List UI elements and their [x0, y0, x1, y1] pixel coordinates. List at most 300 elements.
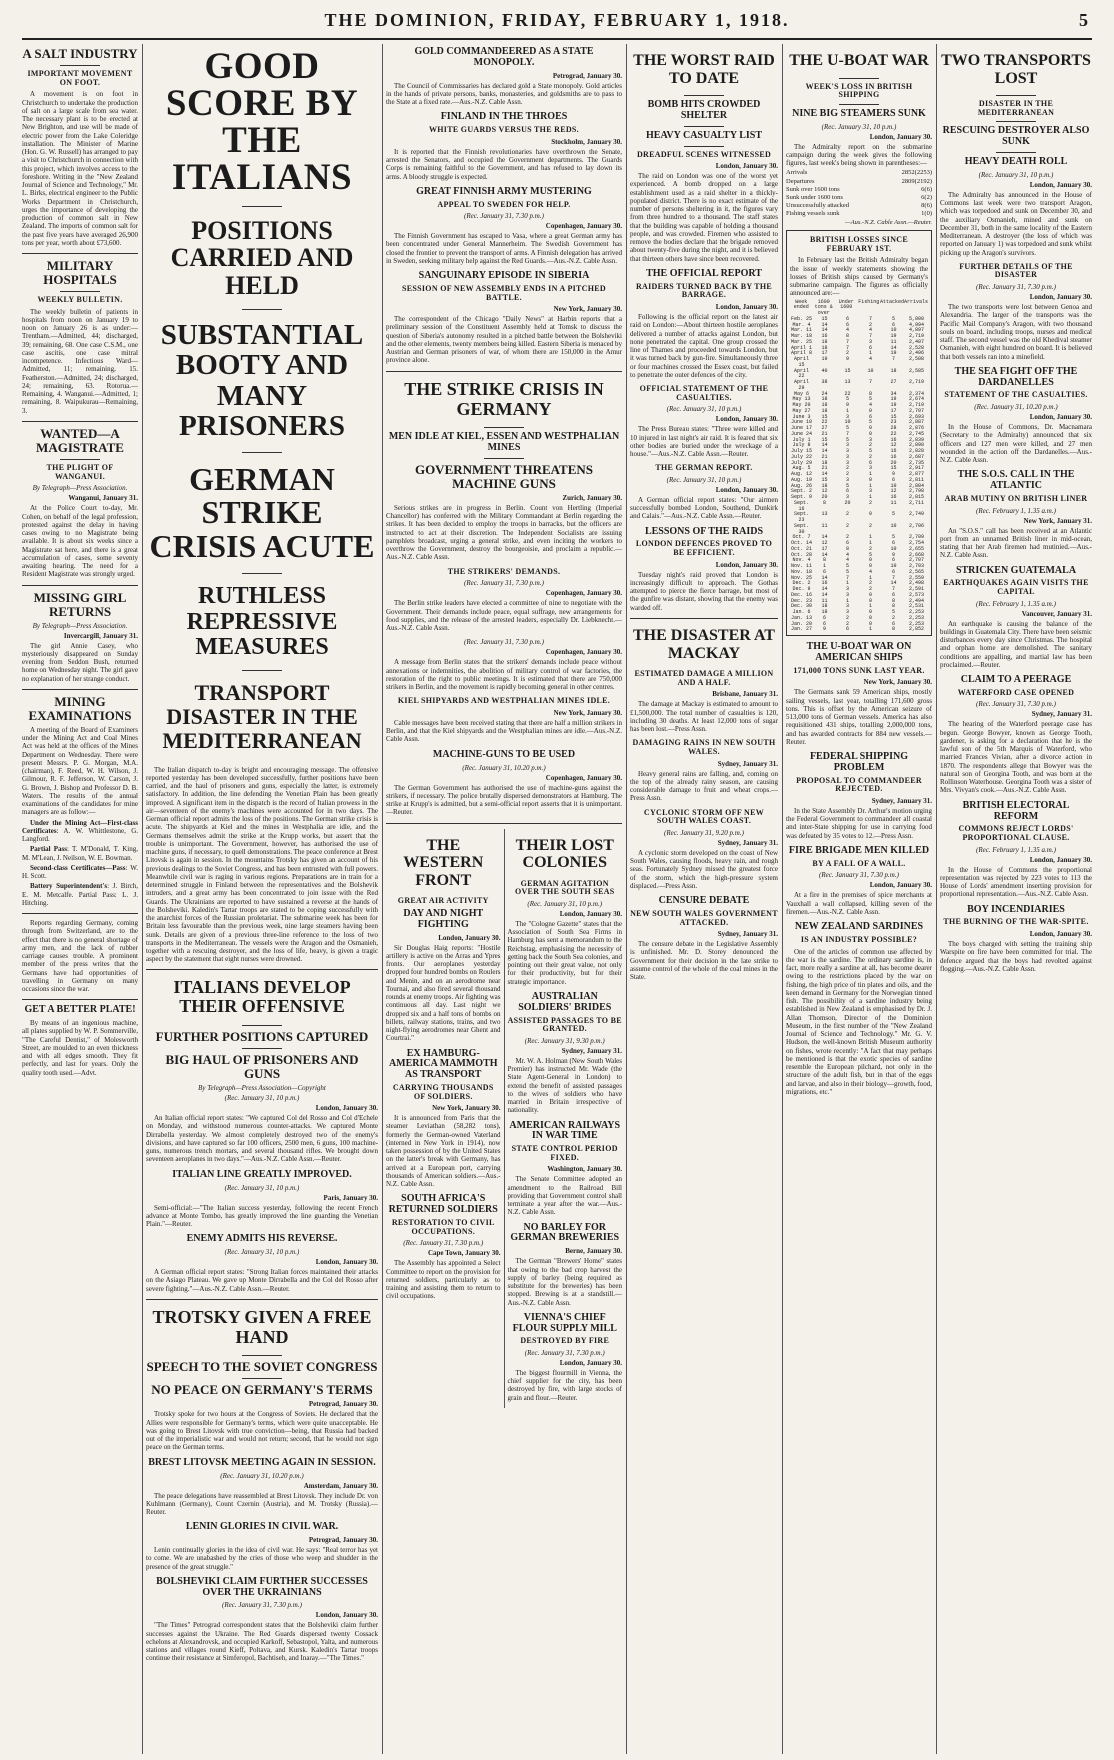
dateline: Stockholm, January 30. — [551, 137, 622, 146]
article-body: Reports regarding Germany, coming through from Switzerland, are to the effect that there is no general shortage of army men, and the lack of rubber carriage causes trouble. A prominent member of the press writes that the Germans have had opportunities of travelling in Germany on many occasions since the war. — [22, 919, 138, 994]
headline: OFFICIAL STATEMENT OF THE CASUALTIES. — [639, 384, 769, 402]
table-cell: 0 — [868, 511, 872, 518]
table-cell: July 22 — [790, 453, 812, 460]
column-3a — [386, 829, 505, 1408]
table-cell: 2,877 — [908, 471, 924, 478]
article-magistrate — [22, 427, 138, 579]
dateline: London, January 30. — [869, 132, 932, 141]
divider — [242, 1048, 282, 1049]
table-cell: 0 — [868, 563, 872, 570]
table-cell: 2,828 — [908, 448, 924, 455]
received-line: (Rec. January 31, 10.20 p.m.) — [462, 763, 546, 772]
article-sardines — [786, 922, 932, 1096]
dateline: London, January 30. — [715, 415, 778, 424]
headline-deck-2: POSITIONS CARRIED AND HELD — [170, 216, 354, 300]
article-body: The peace delegations have reassembled at Brest Litovsk. They include Dr. von Kuhlmann (Germany), Count Czernin (Austria), and M. Trotsky (Russia).—Reuter. — [146, 1491, 378, 1517]
article-federal-shipping — [786, 752, 932, 840]
table-cell: Dec. 16 — [790, 591, 812, 598]
table-cell: 2,407 — [908, 338, 924, 345]
subheadline: SESSION OF NEW ASSEMBLY ENDS IN A PITCHED BATTLE. — [402, 283, 606, 302]
headline: BREST LITOVSK MEETING AGAIN IN SESSION. — [148, 1456, 376, 1468]
article-body: A German official report states: "Strong Italian forces maintained their attacks on the Asiago Plateau. We gave up Monte Dirrabella and the Col del Rosso after severe fighting."—Aus.-N.Z. Cable Assn.—Reuter. — [146, 1268, 378, 1293]
table-cell: 5 — [868, 448, 872, 455]
received-line: (Rec. January 31, 10 p.m.) — [224, 1248, 300, 1257]
headline: LENIN GLORIES IN CIVIL WAR. — [185, 1521, 339, 1533]
subheadline: STATEMENT OF THE CASUALTIES. — [944, 390, 1088, 400]
divider — [484, 427, 524, 428]
subheadline: RESCUING DESTROYER ALSO SUNK — [942, 125, 1090, 148]
headline: THE U-BOAT WAR ON AMERICAN SHIPS — [806, 641, 912, 663]
table-cell: 8 — [891, 603, 895, 610]
table-cell: 21 — [821, 465, 828, 472]
article-body: Following is the official report on the latest air raid on London:—About thirteen hostile aeroplanes delivered a number of attacks against London, but none penetrated the capital. One group crossed the line of Thames and proceeded towards London, but it was turned back by gun-fire. Simultaneously three or four machines crossed the Essex coast, but failed to penetrate the outer defences of the city. — [630, 313, 778, 379]
dateline: London, January 30. — [715, 485, 778, 494]
column-rule — [782, 44, 783, 1754]
received-line: (Rec. January 31, 7.30 p.m.) — [524, 1348, 605, 1357]
table-cell: 2,707 — [908, 557, 924, 564]
divider — [242, 573, 282, 574]
table-cell: 15 — [821, 436, 828, 443]
divider — [839, 78, 879, 79]
table-cell: 8 — [891, 597, 895, 604]
column-6 — [940, 44, 1092, 1754]
received-line: (Rec. January 31, 10 p.m.) — [978, 170, 1054, 179]
received-line: (Rec. January 31, 10 p.m.) — [527, 899, 603, 908]
headline: GET A BETTER PLATE! — [24, 1004, 136, 1016]
column-3 — [386, 44, 622, 1754]
table-cell: 0 — [868, 591, 872, 598]
divider — [684, 95, 724, 96]
dateline: Sydney, January 31. — [871, 796, 932, 805]
table-cell: Feb. 25 — [790, 315, 812, 322]
table-cell: 20 — [844, 499, 851, 506]
table-cell: 21 — [821, 430, 828, 437]
table-cell: Nov. 4 — [792, 557, 811, 564]
headline-deck-4: GERMAN STRIKE CRISIS ACUTE — [149, 460, 375, 564]
table-cell: 4 — [845, 557, 849, 564]
article-body: An "S.O.S." call has been received at an Atlantic port from an unnamed British liner in mid-ocean, stating that her Arab firemen had mutinied.—Aus.-N.Z. Cable Assn. — [940, 526, 1092, 560]
article-body: The two transports were lost between Genoa and Alexandria. The larger of the transports was the Pacific Mail Company's Aragon, with two thousand souls on board, including troops, nurses and medical staff. The second vessel was the old Khedival steamer Osmanieh, with eight hundred on board. It is believed that both vessels ran into a minefield. — [940, 303, 1092, 361]
divider — [242, 670, 282, 671]
table-cell: 6 — [891, 620, 895, 627]
headline: ENEMY ADMITS HIS REVERSE. — [186, 1233, 338, 1245]
table-cell: 3 — [845, 603, 849, 610]
table-cell: 17 — [890, 407, 897, 414]
headline: FEDERAL SHIPPING PROBLEM — [809, 751, 909, 773]
divider — [242, 1355, 282, 1356]
article-sos-call — [940, 470, 1092, 559]
table-cell: 7 — [868, 315, 872, 322]
table-row — [790, 627, 928, 633]
table-cell: 2 — [845, 534, 849, 541]
table-cell: 15 — [844, 367, 851, 374]
subheadline: APPEAL TO SWEDEN FOR HELP. — [437, 199, 571, 209]
table-cell: 14 — [821, 574, 828, 581]
table-cell: 12 — [890, 442, 897, 449]
article-body: The boys charged with setting the training ship Warspite on fire have been committed for trial. The defence argued that the boys had revolted against flogging.—Aus.-N.Z. Cable Assn. — [940, 940, 1092, 973]
article-official-report — [630, 269, 778, 379]
table-cell: 19 — [890, 350, 897, 357]
subheadline: ASSISTED PASSAGES TO BE GRANTED. — [507, 1015, 622, 1034]
article-machine-guns — [386, 750, 622, 817]
table-cell: 6 — [891, 557, 895, 564]
table-cell: 1 — [868, 350, 872, 357]
headline: GREAT FINNISH ARMY MUSTERING — [416, 185, 592, 197]
table-cell: 2,917 — [908, 465, 924, 472]
dateline: Copenhagen, January 30. — [545, 222, 622, 231]
divider — [60, 65, 100, 66]
column-rule — [382, 44, 383, 1754]
table-row: Arrivals 2852 (2253) — [786, 169, 932, 177]
table-cell: 7 — [868, 333, 872, 340]
table-cell: 2 — [868, 442, 872, 449]
divider — [630, 618, 778, 619]
table-cell: 16 — [890, 453, 897, 460]
table-cell: 3 — [845, 591, 849, 598]
divider — [839, 104, 879, 105]
table-cell: 0 — [868, 425, 872, 432]
table-cell: 2 — [845, 522, 849, 529]
received-line: (Rec. January 31, 7.30 p.m.) — [464, 579, 544, 588]
table-cell: 10 — [890, 563, 897, 570]
dateline: Sydney, January 31. — [1031, 710, 1092, 719]
subheadline: MEN IDLE AT KIEL, ESSEN AND WESTPHALIAN MINES — [388, 431, 620, 454]
table-cell: 20 — [890, 459, 897, 466]
table-cell: 15 — [821, 315, 828, 322]
headline: THE WORST RAID TO DATE — [633, 52, 775, 87]
table-cell: 6 — [891, 476, 895, 483]
article-body: A cyclonic storm developed on the coast of New South Wales, causing floods, heavy rain, and rough seas. Fortunately Sydney missed the greatest force of the storm, which the high-pressure system displaced.—Press Assn. — [630, 848, 778, 890]
table-cell: 4 — [868, 327, 872, 334]
table-cell: Mar. 18 — [790, 333, 812, 340]
table-cell: 2,494 — [908, 597, 924, 604]
divider — [242, 309, 282, 310]
dateline: Petrograd, January 30. — [308, 1400, 378, 1409]
table-cell: 15 — [821, 413, 828, 420]
table-cell: 1 — [845, 580, 849, 587]
table-cell: 9 — [845, 356, 849, 363]
table-cell: 7 — [891, 586, 895, 593]
headline: THE OFFICIAL REPORT — [646, 267, 762, 279]
dateline: London, January 30. — [1029, 855, 1092, 864]
article-body: Mr. W. A. Holman (New South Wales Premier) has instructed Mr. Wade (the State Agent-General in London) to extend the benefit of assisted passages to the wives of soldiers who have married in Britain irrespective of nationality. — [507, 1056, 622, 1115]
article-missing-girl — [22, 591, 138, 683]
table-cell: 2,253 — [908, 614, 924, 621]
article-body: The raid on London was one of the worst yet experienced. A bomb dropped on a large establishment used as a raid shelter in a thickly-populated district. There is no exact estimate of the number of persons sheltering in it, the figures vary from three hundred to a thousand. The staff states that the building was capable of holding a thousand people, and was crowded. Firemen who assisted to remove the bodies declare that the brigade removed about twenty-five during the night, and it is believed that thirteen others have since been recovered. — [630, 172, 778, 263]
subheadline: GOVERNMENT THREATENS MACHINE GUNS — [414, 461, 594, 491]
column-5 — [786, 44, 932, 1754]
table-cell: 2,711 — [908, 499, 924, 506]
table-cell: 6 — [845, 321, 849, 328]
table-cell: 2 — [868, 453, 872, 460]
article-body: The girl Annie Casey, who mysteriously disappeared on Sunday evening from Seddon Bush, returned home on Wednesday night. The girl gave no explanation of her strange conduct. — [22, 641, 138, 683]
weekly-losses-box — [786, 230, 932, 636]
table-cell: 2,898 — [908, 442, 924, 449]
table-cell: 8 — [822, 499, 826, 506]
table-cell: 27 — [890, 379, 897, 386]
table-cell: 18 — [821, 338, 828, 345]
article-worst-raid — [630, 52, 778, 263]
box-intro: In February last the British Admiralty began the issue of weekly statements showing the losses of British ships caused by Germany's submarine campaign. The figures as officially announced are:— — [790, 256, 928, 298]
table-cell: 2,253 — [908, 620, 924, 627]
table-cell: 1 — [868, 494, 872, 501]
article-italians-offensive — [146, 978, 378, 1164]
table-cell: 1 — [868, 482, 872, 489]
article-body: It is reported that the Finnish revolutionaries have overthrown the Senate, arrested the Senators, and occupied the Government departments. The Guards Corps is remaining faithful to the Government, and has refused to lay down its arms. A bloody struggle is expected. — [386, 147, 622, 181]
table-row: Sunk under 1600 tons 6 (2) — [786, 193, 932, 201]
table-cell: 8 — [845, 333, 849, 340]
subheadline: WATERFORD CASE OPENED — [957, 687, 1075, 697]
headline: STRICKEN GUATEMALA — [955, 564, 1077, 576]
dateline: Copenhagen, January 30. — [545, 648, 622, 657]
subheadline: PROPOSAL TO COMMANDEER REJECTED. — [796, 775, 922, 794]
table-cell: 6 — [845, 315, 849, 322]
table-cell: 1 — [845, 407, 849, 414]
article-lenin — [146, 1522, 378, 1571]
table-cell: 0 — [868, 557, 872, 564]
dateline: Sydney, January 31. — [561, 1046, 622, 1055]
article-body: By means of an ingenious machine, all plates supplied by W. P. Sommerville, "The Careful Dentist," of Molesworth Street, are moulded to an even thickness and with all edges smooth. They fit perfectly, and last for years. Only the quality tooth used.—Advt. — [22, 1019, 138, 1077]
table-cell: 22 — [890, 430, 897, 437]
table-row: Departures 2809 (2192) — [786, 177, 932, 185]
table-row — [790, 512, 928, 524]
dateline: Sydney, January 31. — [717, 838, 778, 847]
table-cell: 8 — [845, 545, 849, 552]
table-cell: 2 — [845, 471, 849, 478]
table-cell: 2,655 — [908, 545, 924, 552]
article-trotsky — [146, 1308, 378, 1452]
headline: THE STRIKERS' DEMANDS. — [447, 566, 561, 576]
table-cell: 2 — [868, 522, 872, 529]
column-rule — [142, 44, 143, 1754]
table-cell: 3 — [868, 436, 872, 443]
article-dardanelles — [940, 367, 1092, 464]
subheadline: THE PLIGHT OF WANGANUI. — [46, 463, 114, 481]
headline: AMERICAN RAILWAYS IN WAR TIME — [509, 1119, 621, 1142]
headline: THE U-BOAT WAR — [789, 52, 929, 69]
divider — [60, 291, 100, 292]
dateline: London, January 30. — [438, 933, 501, 942]
table-cell: 2,591 — [908, 586, 924, 593]
headline: CLAIM TO A PEERAGE — [960, 674, 1072, 686]
table-cell: 5 — [891, 534, 895, 541]
table-cell: Sept. 30 — [793, 522, 809, 535]
article-siberia — [386, 271, 622, 365]
dateline: London, January 30. — [559, 909, 622, 918]
divider — [22, 421, 138, 422]
table-cell: 6 — [845, 540, 849, 547]
dateline: London, January 30. — [315, 1258, 378, 1267]
headline: ITALIAN LINE GREATLY IMPROVED. — [172, 1168, 352, 1180]
table-cell: 10 — [890, 522, 897, 529]
article-body: The Germans sank 59 American ships, mostly sailing vessels, last year, totalling 171,600 gross tons. This is offset by the American seizure of 513,000 tons of German vessels. America has also requisitioned 431 ships, totalling 2,000,000 tons, and has awarded contracts for 884 new vessels.—Reuter. — [786, 688, 932, 746]
table-cell: 15 — [890, 413, 897, 420]
article-further-details — [940, 263, 1092, 361]
divider — [242, 206, 282, 207]
table-cell: 6 — [891, 540, 895, 547]
table-cell: Jan. 6 — [792, 609, 811, 616]
table-cell: 2,668 — [908, 551, 924, 558]
headline: MACHINE-GUNS TO BE USED — [432, 748, 576, 760]
dateline: Sydney, January 31. — [717, 930, 778, 939]
article-south-africa — [386, 1194, 501, 1300]
dateline: New York, January 30. — [863, 678, 932, 687]
table-cell: Oct. 7 — [792, 534, 811, 541]
table-cell: 9 — [822, 626, 826, 633]
table-cell: 1 — [868, 574, 872, 581]
table-cell: Fishing — [858, 298, 880, 305]
table-cell: 27 — [821, 425, 828, 432]
received-line: (Rec. January 31, 10 p.m.) — [821, 122, 897, 131]
table-cell: 7 — [868, 379, 872, 386]
table-cell: 6 — [822, 620, 826, 627]
table-cell: 4,897 — [908, 327, 924, 334]
table-cell: 3 — [845, 448, 849, 455]
dateline: Petrograd, January 30. — [552, 71, 622, 80]
table-cell: 3 — [845, 413, 849, 420]
table-cell: 2 — [845, 511, 849, 518]
subheadline: COMMONS REJECT LORDS' PROPORTIONAL CLAUSE. — [958, 824, 1074, 842]
table-cell: 6 — [845, 626, 849, 633]
table-cell: Nov. 11 — [790, 563, 812, 570]
table-cell: 14 — [821, 471, 828, 478]
table-cell: 2 — [868, 580, 872, 587]
headline: MISSING GIRL RETURNS — [33, 589, 127, 619]
table-cell: July 15 — [790, 448, 812, 455]
table-cell: 2 — [845, 465, 849, 472]
table-header — [790, 300, 928, 317]
table-cell: 3 — [845, 494, 849, 501]
table-cell: June 17 — [790, 425, 812, 432]
dateline: London, January 30. — [869, 881, 932, 890]
table-cell: June 10 — [790, 419, 812, 426]
table-cell: April 15 — [793, 356, 809, 368]
table-cell: 2,559 — [908, 574, 924, 581]
headline: VIENNA'S CHIEF FLOUR SUPPLY MILL — [512, 1311, 617, 1334]
table-cell: 3 — [845, 476, 849, 483]
article-transports-lost — [940, 52, 1092, 257]
dateline: London, January 30. — [715, 303, 778, 311]
article-uboat-american — [786, 642, 932, 746]
divider — [22, 585, 138, 586]
dateline: London, January 30. — [1029, 293, 1092, 302]
table-cell: 18 — [821, 482, 828, 489]
article-body: The "Cologne Gazette" states that the Association of South Sea Firms in Hamburg has sent a memorandum to the Reichstag, emphasising the necessity of getting back the South Sea colonies, and pointing out their great value, not only for their productivity, but for their strategic importance. — [507, 919, 622, 986]
article-enemy-admits — [146, 1234, 378, 1293]
table-cell: April 22 — [793, 367, 809, 380]
table-cell: 22 — [844, 390, 851, 397]
headline: THE WESTERN FRONT — [403, 836, 484, 889]
article-body: A meeting of the Board of Examiners under the Mining Act and Coal Mines Act was held at the offices of the Mines Department on Wednesday. There were present Messrs. P. G. Morgan, M.A. (chairman), F. Reed, W. H. Wilson, J. Gilmour, R. F. Jefferson, W. Carson, J. G. Brown, J. Bishop and Professor D. B. Waters. The results of the annual examinations of the candidates for mine managers are as follow:— — [22, 725, 138, 817]
table-cell: 4 — [868, 568, 872, 575]
article-finland — [386, 112, 622, 180]
table-cell: Aug. 5 — [792, 465, 811, 472]
table-cell: 2,374 — [908, 390, 924, 397]
dateline: Sydney, January 31. — [717, 759, 778, 768]
table-cell: 2,719 — [908, 379, 924, 386]
subheadline: 171,000 TONS SUNK LAST YEAR. — [793, 665, 925, 675]
subheadline: DAY AND NIGHT FIGHTING — [403, 907, 484, 930]
table-cell: 6 — [845, 488, 849, 495]
table-cell: 19 — [890, 396, 897, 403]
headline: TWO TRANSPORTS LOST — [941, 52, 1091, 87]
table-cell: 16 — [821, 333, 828, 340]
table-cell: 6 — [822, 568, 826, 575]
article-lost-colonies — [508, 837, 623, 986]
article-body: The Berlin strike leaders have elected a committee of nine to negotiate with the Government. Their demands include peace, equal suffrage, new arrangements for food supplies, and the release of the arrested leaders, especially Dr. Liebknecht.—Aus.-N.Z. Cable Assn. — [386, 599, 622, 633]
table-cell: 6 — [868, 344, 872, 351]
article-leviathan — [386, 1049, 501, 1189]
table-cell: Oct. 21 — [790, 545, 812, 552]
article-kiel-shipyards — [386, 697, 622, 743]
received-line: (Rec. January 31, 10 p.m.) — [224, 1183, 300, 1192]
article-body: The Senate Committee adopted an amendment to the Railroad Bill providing that Government control shall terminate a year after the war.—Aus.-N.Z. Cable Assn. — [507, 1175, 622, 1217]
table-cell: 2 — [868, 545, 872, 552]
dateline: London, January 30. — [315, 1611, 378, 1620]
dateline: London, January 30. — [1029, 180, 1092, 189]
subheadline: RESTORATION TO CIVIL OCCUPATIONS. — [391, 1218, 495, 1236]
table-cell: 2 — [868, 321, 872, 328]
received-line: (Rec. January 31, 10 p.m.) — [666, 475, 742, 484]
table-cell: 10 — [867, 367, 874, 374]
result-row: Second-class Certificates—Pass: W. H. Scott. — [22, 863, 138, 881]
table-cell: 14 — [821, 448, 828, 455]
article-body: A German official report states: "Our airmen successfully bombed London, Southend, Dunkirk and Calais."—Aus.-N.Z. Cable Assn.—Reuter. — [630, 495, 778, 521]
table-cell: 2,876 — [908, 425, 924, 432]
table-cell: 3 — [868, 488, 872, 495]
article-western-front — [386, 837, 501, 1043]
table-cell: 18 — [821, 459, 828, 466]
table-cell: 2,528 — [908, 344, 924, 351]
headline: ITALIANS DEVELOP THEIR OFFENSIVE — [173, 976, 351, 1017]
dateline: London, January 30. — [1029, 413, 1092, 422]
subheadline: NINE BIG STEAMERS SUNK — [792, 107, 926, 119]
table-cell: 2,674 — [908, 396, 924, 403]
table-cell: Aug. 12 — [790, 471, 812, 478]
table-cell: 3 — [845, 442, 849, 449]
table-cell: July 8 — [792, 442, 811, 449]
table-cell: 15 — [821, 476, 828, 483]
article-strikers-demands — [386, 568, 622, 633]
article-body: The Press Bureau states: "Three were killed and 10 injured in last night's air raid. It is feared that six other bodies are buried under the wreckage of a house."—Aus.-N.Z. Cable Assn.—Reuter. — [630, 425, 778, 458]
table-cell: 2,253 — [908, 609, 924, 616]
table-cell: 2,839 — [908, 436, 924, 443]
table-cell: 16 — [890, 436, 897, 443]
table-cell: 9 — [891, 551, 895, 558]
article-body: The German Government has authorised the use of machine-guns against the strikers, if necessary. The police brutally dispersed demonstrators at Hamburg. The strike at Krupp's is admitted, but a semi-official report asserts that it is unimportant.—Reuter. — [386, 783, 622, 817]
mining-results — [22, 819, 138, 908]
headline: THE S.O.S. CALL IN THE ATLANTIC — [957, 469, 1075, 492]
subheadline: HEAVY CASUALTY LIST — [646, 129, 762, 141]
article-berlin-message — [386, 638, 622, 691]
divider — [996, 121, 1036, 122]
table-cell: 2,719 — [908, 333, 924, 340]
table-cell: Nov. 18 — [790, 568, 812, 575]
received-line: (Rec. January 31, 7.30 p.m.) — [819, 871, 899, 880]
table-cell: 3 — [868, 465, 872, 472]
uboat-summary-table — [786, 169, 932, 218]
received-line: (Rec. January 31, 7.30 p.m.) — [464, 212, 544, 221]
table-cell: 4 — [868, 402, 872, 409]
received-line: (Rec. January 31, 7.30 p.m.) — [976, 283, 1056, 292]
subheadline: BY A FALL OF A WALL. — [812, 858, 906, 868]
table-cell: 6 — [891, 591, 895, 598]
table-cell: 2,693 — [908, 413, 924, 420]
subheadline: NO PEACE ON GERMANY'S TERMS — [151, 1382, 373, 1398]
dateline: Wanganui, January 31. — [68, 494, 138, 503]
table-cell: 13 — [821, 511, 828, 518]
dateline: New York, January 30. — [553, 708, 622, 717]
